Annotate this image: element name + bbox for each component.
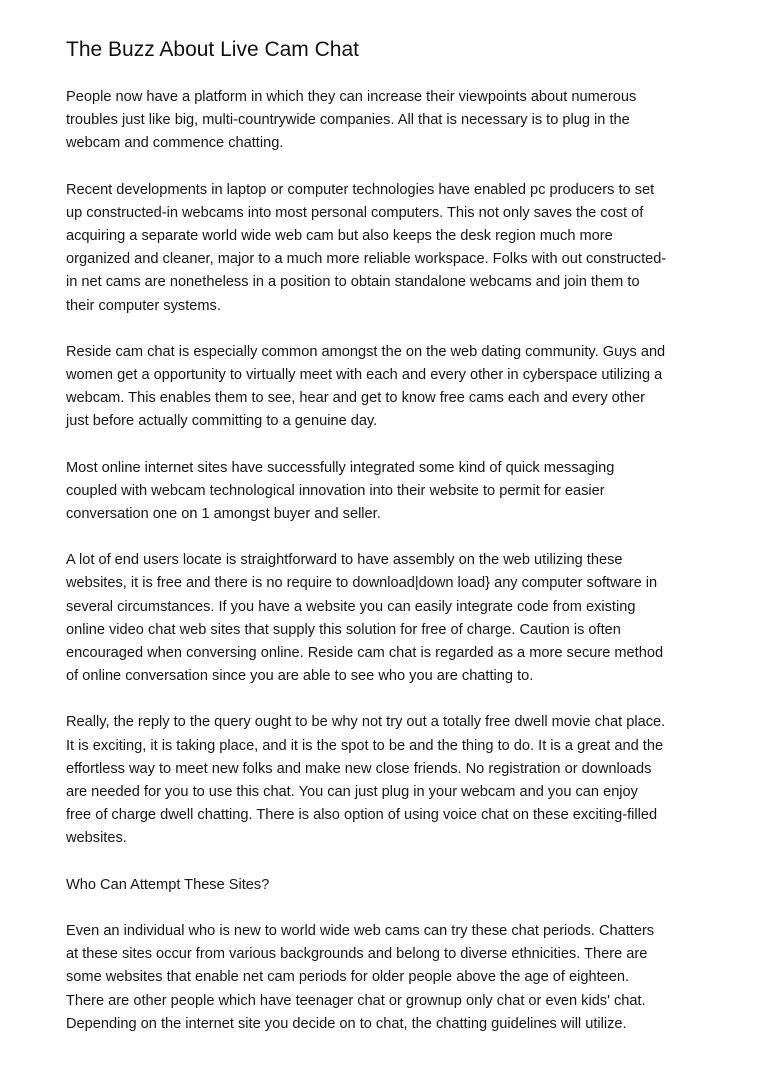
paragraph-line: of online conversation since you are able to see who you are chatting to. <box>66 668 534 685</box>
paragraph-3 <box>66 341 708 434</box>
paragraph-line: acquiring a separate world wide web cam but also keeps the desk region much more <box>66 228 613 245</box>
paragraph-line: Recent developments in laptop or computer technologies have enabled pc producers to set <box>66 181 655 198</box>
paragraph-line: up constructed-in webcams into most personal computers. This not only saves the cost of <box>66 204 644 221</box>
paragraph-line: just before actually committing to a genuine day. <box>66 413 378 430</box>
paragraph-line: effortless way to meet new folks and make new close friends. No registration or downloads <box>66 760 652 777</box>
paragraph-line: webcam. This enables them to see, hear and get to know free cams each and every other <box>66 390 645 407</box>
paragraph-line: Reside cam chat is especially common amongst the on the web dating community. Guys and <box>66 343 666 360</box>
paragraph-line: coupled with webcam technological innovation into their website to permit for easier <box>66 482 605 499</box>
paragraph-line: at these sites occur from various backgrounds and belong to diverse ethnicities. There are <box>66 946 648 963</box>
paragraph-line: troubles just like big, multi-countrywide companies. All that is necessary is to plug in the <box>66 112 630 129</box>
paragraph-line: A lot of end users locate is straightforward to have assembly on the web utilizing these <box>66 552 623 569</box>
paragraph-2 <box>66 179 708 318</box>
paragraph-7 <box>66 920 708 1036</box>
section-subheading: Who Can Attempt These Sites? <box>66 876 270 893</box>
paragraph-line: encouraged when conversing online. Reside cam chat is regarded as a more secure method <box>66 645 664 662</box>
paragraph-line: It is exciting, it is taking place, and it is the spot to be and the thing to do. It is a great and the <box>66 737 664 754</box>
paragraph-line: People now have a platform in which they can increase their viewpoints about numerous <box>66 89 637 105</box>
paragraph-line: several circumstances. If you have a website you can easily integrate code from existing <box>66 598 636 615</box>
paragraph-line: There are other people which have teenager chat or grownup only chat or even kids' chat. <box>66 992 646 1009</box>
paragraph-6 <box>66 711 708 850</box>
document-title: The Buzz About Live Cam Chat <box>66 38 359 61</box>
paragraph-4 <box>66 457 708 527</box>
paragraph-line: websites, it is free and there is no require to download|down load} any computer software in <box>66 575 658 592</box>
paragraph-line: Really, the reply to the query ought to be why not try out a totally free dwell movie chat place. <box>66 714 666 731</box>
paragraph-line: organized and cleaner, major to a much more reliable workspace. Folks with out constructed- <box>66 251 667 268</box>
paragraph-line: their computer systems. <box>66 297 221 314</box>
paragraph-line: websites. <box>66 830 127 847</box>
paragraph-line: Depending on the internet site you decide on to chat, the chatting guidelines will utilize. <box>66 1015 627 1032</box>
paragraph-line: Most online internet sites have successfully integrated some kind of quick messaging <box>66 459 615 476</box>
paragraph-line: some websites that enable net cam periods for older people above the age of eighteen. <box>66 969 630 986</box>
paragraph-line: in net cams are nonetheless in a position to obtain standalone webcams and join them to <box>66 274 640 291</box>
paragraph-5 <box>66 549 708 688</box>
paragraph-line: free of charge dwell chatting. There is also option of using voice chat on these exciting-filled <box>66 807 658 824</box>
paragraph-1 <box>66 86 708 156</box>
paragraph-line: are needed for you to use this chat. You can just plug in your webcam and you can enjoy <box>66 784 638 801</box>
paragraph-line: conversation one on 1 amongst buyer and seller. <box>66 506 381 523</box>
paragraph-line: women get a opportunity to virtually meet with each and every other in cyberspace utilizing a <box>66 367 663 384</box>
paragraph-line: Even an individual who is new to world wide web cams can try these chat periods. Chatters <box>66 922 655 939</box>
paragraph-line: webcam and commence chatting. <box>66 135 284 152</box>
paragraph-line: online video chat web sites that supply this solution for free of charge. Caution is often <box>66 621 621 638</box>
